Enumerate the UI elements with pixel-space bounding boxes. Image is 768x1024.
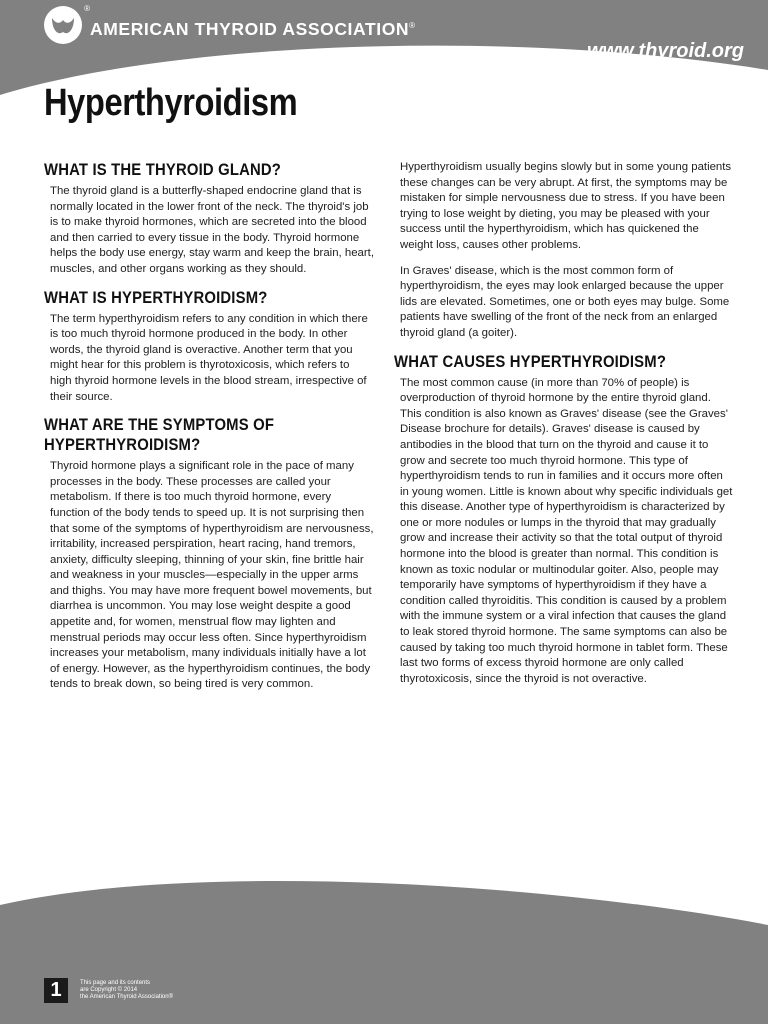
- section-heading: WHAT CAUSES HYPERTHYROIDISM?: [394, 352, 667, 371]
- section-paragraph: The term hyperthyroidism refers to any condition in which there is too much thyroid hormone produced in the body. In other words, the thyroid gland is overactive. Another term that you might hear for this problem is thyrotoxicosis, which refers to high thyroid hormone levels in the blood stream, irrespective of their source.: [50, 312, 368, 403]
- page-number: 1: [44, 978, 68, 1003]
- thyroid-logo-icon: [48, 10, 78, 40]
- website-url[interactable]: www.thyroid.org: [586, 40, 744, 62]
- right-column: [394, 160, 734, 697]
- section-symptoms: [44, 415, 374, 693]
- organization-name: [90, 19, 416, 40]
- page-title: Hyperthyroidism: [44, 82, 298, 124]
- header-branding: [44, 6, 416, 44]
- section-heading: WHAT IS HYPERTHYROIDISM?: [44, 288, 268, 307]
- logo-registered-mark: ®: [84, 4, 90, 13]
- ata-logo: [44, 4, 90, 44]
- section-causes: [394, 352, 734, 688]
- copyright-notice: This page and its contents are Copyright © 2014 the American Thyroid Association®: [80, 980, 174, 1000]
- section-thyroid-gland: [44, 160, 374, 278]
- left-column: [44, 160, 374, 703]
- section-heading: WHAT ARE THE SYMPTOMS OF HYPERTHYROIDISM?: [44, 416, 275, 455]
- section-paragraph: Thyroid hormone plays a significant role in the pace of many processes in the body. These processes are called your metabolism. If there is too much thyroid hormone, every function of the body tends to speed up. It is not surprising then that some of the symptoms of hyperthyroidism are nervousness, irritability, increased perspiration, heart racing, hand tremors, anxiety, difficulty sleeping, thinning of your skin, fine brittle hair and weakness in your muscles—especially in the upper arms and thighs. You may have more frequent bowel movements, but diarrhea is uncommon. You may lose weight despite a good appetite and, for women, menstrual flow may lighten and menstrual periods may occur less often. Since hyperthyroidism increases your metabolism, many individuals initially have a lot of energy. However, as the hyperthyroidism continues, the body tends to break down, so being tired is very common.: [50, 460, 374, 691]
- intro-paragraph: In Graves' disease, which is the most common form of hyperthyroidism, the eyes may look enlarged because the upper lids are elevated. Sometimes, one or both eyes may bulge. Some patients have swelling of the front of the neck from an enlarged thyroid gland (a goiter).: [400, 264, 730, 339]
- section-paragraph: The most common cause (in more than 70% of people) is overproduction of thyroid hormone by the entire thyroid gland. This condition is also known as Graves' disease (see the Graves' Disease brochure for details). Graves' disease is caused by antibodies in the blood that turn on the thyroid and cause it to grow and secrete too much thyroid hormone. This type of hyperthyroidism tends to run in families and it occurs more often in young women. Little is known about why specific individuals get this disease. Another type of hyperthyroidism is characterized by one or more nodules or lumps in the thyroid that may gradually grow and increase their activity so that the total output of thyroid hormone into the blood is greater than normal. This condition is known as toxic nodular or multinodular goiter. Also, people may temporarily have symptoms of hyperthyroidism if they have a condition called thyroiditis. This condition is caused by a problem with the immune system or a viral infection that causes the gland to leak stored thyroid hormone. The same symptoms can also be caused by taking too much thyroid hormone in tablet form. These last two forms of excess thyroid hormone are only called thyrotoxicosis, since the thyroid is not overactive.: [400, 376, 733, 685]
- organization-name-text: AMERICAN THYROID ASSOCIATION: [90, 18, 410, 39]
- section-heading: WHAT IS THE THYROID GLAND?: [44, 161, 282, 179]
- section-paragraph: The thyroid gland is a butterfly-shaped endocrine gland that is normally located in the lower front of the neck. The thyroid's job is to make thyroid hormones, which are secreted into the blood and then carried to every tissue in the body. Thyroid hormone helps the body use energy, stay warm and keep the brain, heart, muscles, and other organs working as they should.: [50, 185, 374, 275]
- section-what-is-hyperthyroidism: [44, 288, 374, 406]
- page-footer: [44, 978, 200, 1003]
- organization-registered-mark: ®: [409, 20, 416, 30]
- intro-paragraph: Hyperthyroidism usually begins slowly but in some young patients these changes can be very abrupt. At first, the symptoms may be mistaken for simple nervousness due to stress. If you have been trying to lose weight by dieting, you may be pleased with your success until the hyperthyroidism, which has quickened the weight loss, causes other problems.: [400, 161, 732, 251]
